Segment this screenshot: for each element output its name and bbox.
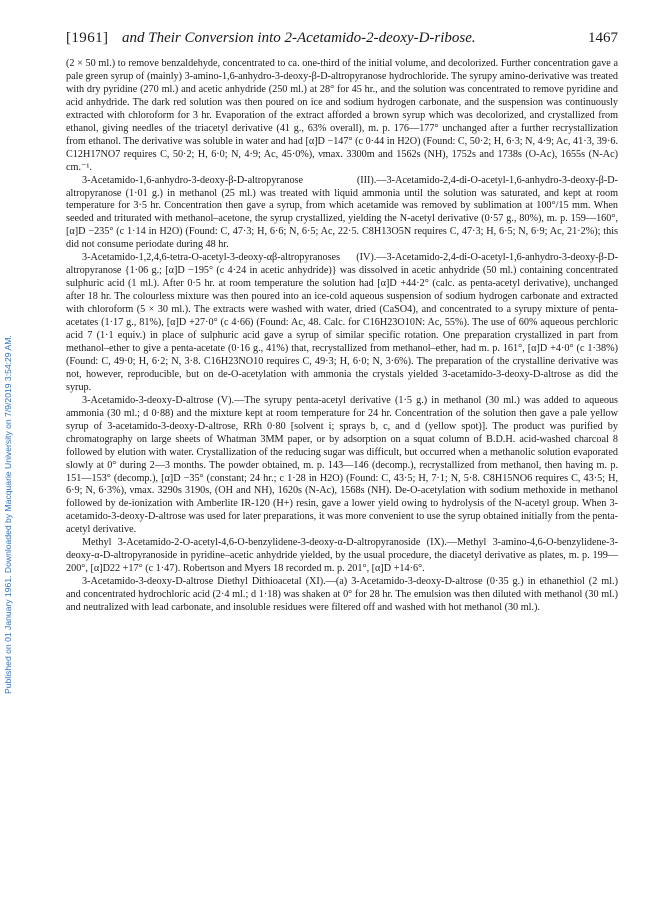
download-notice-text: Published on 01 January 1961. Downloaded by Macquarie University on 7/9/2019 3:54:29 AM.	[3, 335, 13, 695]
paragraph-acetamido-altrose: 3-Acetamido-3-deoxy-D-altrose (V).—The syrupy penta-acetyl derivative (1·5 g.) in methanol (30 ml.) was added to aqueous ammonia (30 ml.; d 0·88) and the mixture kept at room temperature for 24 hr. Concentration of the solution then gave a pale yellow syrup of 3-acetamido-3-deoxy-D-altrose, RRh 0·80 [solvent i; sprays b, c, and d (yellow spot)]. The product was purified by chromatography on large sheets of Whatman 3MM paper, or by adsorption on a squat column of B.D.H. acid-washed charcoal 8 followed by elution with water. Crystallization of the reducing sugar was difficult, but occurred when a methanolic solution evaporated slowly at 0° during 2—3 months. The powder obtained, m. p. 143—146 (decomp.), recrystallized from methanol, then having m. p. 151—153° (decomp.), [α]D −35° (constant; 24 hr.; c 1·28 in H2O) (Found: C, 43·5; H, 7·1; N, 5·8. C8H15NO6 requires C, 43·5; H, 6·9; N, 6·3%), νmax. 3290s 3190s, (OH and NH), 1620s (N-Ac), 1568s (NH). De-O-acetylation with sodium methoxide in methanol followed by de-ionization with Amberlite IR-120 (H+) resin, gave a lower yield owing to hydrolysis of the N-acetyl group. When 3-acetamido-3-deoxy-D-altrose was used for later preparations, it was more convenient to use the syrup obtained initially from the penta-acetyl derivative.	[66, 394, 618, 536]
page-number: 1467	[588, 30, 618, 46]
article-body	[66, 58, 618, 615]
header-title: and Their Conversion into 2-Acetamido-2-deoxy-D-ribose.	[122, 30, 476, 46]
paragraph-tetra-acetyl-altropyranoses: 3-Acetamido-1,2,4,6-tetra-O-acetyl-3-deoxy-αβ-altropyranoses (IV).—3-Acetamido-2,4-di-O-acetyl-1,6-anhydro-3-deoxy-β-D-altropyranose {1·06 g.; [α]D −195° (c 4·24 in acetic anhydride)} was dissolved in acetic anhydride (50 ml.) containing concentrated sulphuric acid (1 ml.). After 0·5 hr. at room temperature the solution had [α]D +44·2° (calc. as penta-acetyl derivative), unchanged after 18 hr. The colourless mixture was then poured into an ice-cold aqueous suspension of sodium hydrogen carbonate and extracted with chloroform (5 × 30 ml.). The extracts were washed with water, dried (CaSO4), and concentrated to a syrupy mixture of penta-acetates (1·17 g., 81%), [α]D +27·0° (c 4·66) (Found: Ac, 48. Calc. for C16H23O10N: Ac, 55%). The use of 60% aqueous perchloric acid 7 (1·1 equiv.) in place of sulphuric acid gave a syrup of similar specific rotation. One preparation crystallized in part from methanol–ether to give a penta-acetate (0·16 g., 41%) that, recrystallized from methanol–ether, had m. p. 161°, [α]D +4·0° (c 1·38%) (Found: C, 49·0; H, 6·2; N, 3·8. C16H23NO10 requires C, 49·3; H, 6·0; N, 3·6%). The preparation of the crystalline derivative was not, however, reproducible, but on de-O-acetylation with ammonia the crystals yielded 3-acetamido-3-deoxy-D-altrose as did the syrup.	[66, 252, 618, 393]
header-year: [1961]	[66, 30, 109, 46]
download-notice	[2, 150, 14, 880]
paragraph-anhydro-altropyranose: 3-Acetamido-1,6-anhydro-3-deoxy-β-D-altropyranose (III).—3-Acetamido-2,4-di-O-acetyl-1,6-anhydro-3-deoxy-β-D-altropyranose (1·01 g.) in methanol (25 ml.) was treated with liquid ammonia until the solution was saturated, and kept at room temperature for 3·5 hr. Concentration then gave a syrup, from which acetamide was removed by sublimation at 100°/15 mm. When seeded and triturated with methanol–acetone, the syrup crystallized, yielding the N-acetyl derivative (0·57 g., 80%), m. p. 159—160°, [α]D −235° (c 1·14 in H2O) (Found: C, 47·3; H, 6·6; N, 6·5; Ac, 22·5. C8H13O5N requires C, 47·3; H, 6·5; N, 6·9; Ac, 21·2%); this did not consume periodate during 48 hr.	[66, 174, 618, 251]
paragraph-diethyl-dithioacetal: 3-Acetamido-3-deoxy-D-altrose Diethyl Dithioacetal (XI).—(a) 3-Acetamido-3-deoxy-D-altrose (0·35 g.) in ethanethiol (2 ml.) and concentrated hydrochloric acid (2·4 ml.; d 1·18) was shaken at 0° for 28 hr. The emulsion was then diluted with methanol (30 ml.) and neutralized with lead carbonate, and insoluble residues were filtered off and washed with hot methanol (30 ml.).	[66, 576, 618, 614]
paragraph-methyl-benzylidene-altropyranoside: Methyl 3-Acetamido-2-O-acetyl-4,6-O-benzylidene-3-deoxy-α-D-altropyranoside (IX).—Methyl 3-amino-4,6-O-benzylidene-3-deoxy-α-D-altropyranoside in pyridine–acetic anhydride yielded, by the usual procedure, the diacetyl derivative as plates, m. p. 199—200°, [α]D22 +17° (c 1·47). Robertson and Myers 18 recorded m. p. 201°, [α]D +14·6°.	[66, 537, 618, 575]
paragraph-triacetyl-derivative: (2 × 50 ml.) to remove benzaldehyde, concentrated to ca. one-third of the initial volume, and decolorized. Further concentration gave a pale green syrup of (mainly) 3-amino-1,6-anhydro-3-deoxy-β-D-altropyranose hydrochloride. The syrupy amino-derivative was treated with dry pyridine (270 ml.) and acetic anhydride (250 ml.) at 28° for 45 hr., and the solution was concentrated to remove pyridine and acid anhydride. The dark red solution was then poured on ice and sodium hydrogen carbonate, and the suspension was continuously extracted with chloroform for 3 hr. Evaporation of the extract afforded a brown syrup which was decolorized, and crystallized from ethanol, giving needles of the triacetyl derivative (41 g., 63% overall), m. p. 176—177° unchanged after a further recrystallization from ethanol. The derivative was soluble in water and had [α]D −147° (c 0·44 in H2O) (Found: C, 50·2; H, 6·3; N, 4·9; Ac, 41·3, 39·6. C12H17NO7 requires C, 50·2; H, 6·0; N, 4·9; Ac, 45·0%), νmax. 3300m and 1562s (NH), 1752s and 1738s (O-Ac), 1655s (N-Ac) cm.⁻¹.	[66, 58, 618, 173]
page-header	[66, 30, 618, 50]
